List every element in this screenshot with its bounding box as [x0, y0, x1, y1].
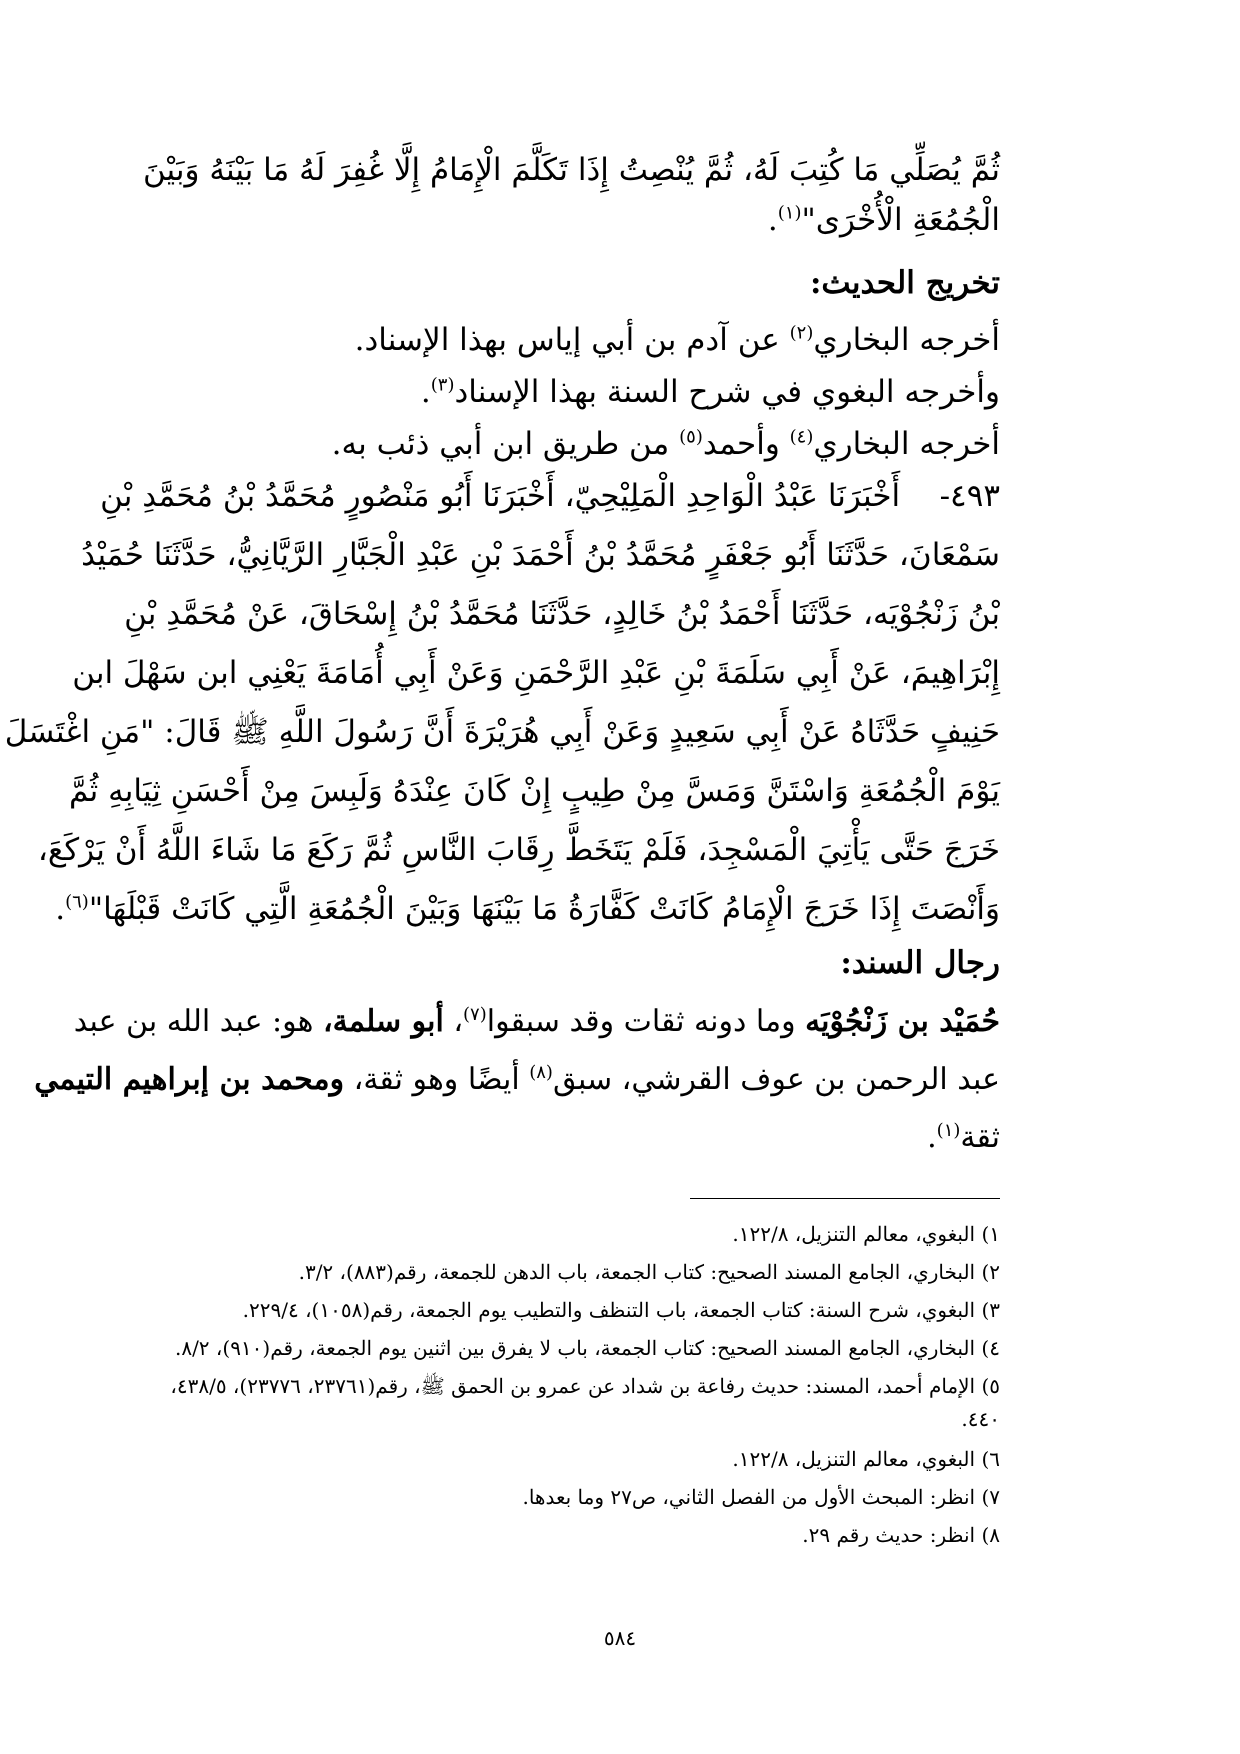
footnote-ref[interactable]: (١): [777, 202, 802, 224]
body-text: من طريق ابن أبي ذئب به.: [331, 426, 680, 462]
body-text: .: [420, 374, 431, 410]
body-text: .: [55, 891, 66, 927]
body-text: إِبْرَاهِيمَ، عَنْ أَبِي سَلَمَةَ بْنِ عَبْدِ الرَّحْمَنِ وَعَنْ أَبِي أُمَامَةَ يَعْنِي ابن سَهْلَ ابن: [72, 655, 1000, 691]
body-text: وأحمد: [702, 426, 790, 462]
footnote-ref[interactable]: (١): [936, 1120, 961, 1141]
page-number: ٥٨٤: [603, 1626, 637, 1650]
takhrij-line-3: [240, 414, 1000, 474]
hadith-line-6: [69, 761, 1000, 821]
hadith-line-8: [55, 879, 1000, 939]
rijal-line-2: [34, 1050, 1000, 1110]
narrator-name: ومحمد بن إبراهيم التيمي: [34, 1062, 345, 1097]
rijal-line-1: [73, 992, 1000, 1052]
rijal-line-3: [240, 1108, 1000, 1168]
takhrij-line-1: [240, 310, 1000, 370]
footnote-ref[interactable]: (٦): [65, 891, 89, 913]
narrator-name: أبو سلمة،: [322, 1004, 444, 1039]
footnote-ref[interactable]: (٥): [679, 426, 703, 448]
footnote-7: ٧) انظر: المبحث الأول من الفصل الثاني، ص٢٧ وما بعدها.: [522, 1485, 1000, 1509]
body-text: أخرجه البخاري: [813, 322, 1000, 358]
footnote-4: ٤) البخاري، الجامع المسند الصحيح: كتاب الجمعة، باب لا يفرق بين اثنين يوم الجمعة، رقم(٩١٠)، ٨/٢.: [174, 1336, 1000, 1360]
section-heading-takhrij: تخريج الحديث:: [809, 265, 1000, 301]
section-heading-rijal: رجال السند:: [840, 945, 1000, 981]
hadith-line-3: [124, 584, 1000, 644]
footnote-ref[interactable]: (٢): [789, 322, 814, 344]
body-text: سَمْعَانَ، حَدَّثَنَا أَبُو جَعْفَرٍ مُحَمَّدُ بْنُ أَحْمَدَ بْنِ عَبْدِ الْجَبَّارِ الرَّيَّانِيُّ، حَدَّثَنَا حُمَيْدُ: [81, 537, 1000, 573]
footnote-ref[interactable]: (٨): [529, 1062, 553, 1083]
body-text: عبد الرحمن بن عوف القرشي، سبق: [552, 1062, 1000, 1097]
body-line-2: [240, 190, 1000, 250]
body-text: يَوْمَ الْجُمُعَةِ وَاسْتَنَّ وَمَسَّ مِنْ طِيبٍ إِنْ كَانَ عِنْدَهُ وَلَبِسَ مِنْ أَحْسَنِ ثِيَابِهِ ثُمَّ: [69, 773, 1000, 809]
body-text: عن آدم بن أبي إياس بهذا الإسناد.: [354, 322, 790, 358]
body-text: أَخْبَرَنَا عَبْدُ الْوَاحِدِ الْمَلِيْحِيّ، أَخْبَرَنَا أَبُو مَنْصُورٍ مُحَمَّدُ بْنُ مُحَمَّدِ بْنِ: [100, 478, 901, 514]
footnote-3: ٣) البغوي، شرح السنة: كتاب الجمعة، باب التنظف والتطيب يوم الجمعة، رقم(١٠٥٨)، ٢٢٩/٤.: [242, 1298, 1000, 1322]
footnote-separator: [690, 1198, 1000, 1199]
hadith-line-5: [4, 702, 1000, 762]
body-text: الْجُمُعَةِ الْأُخْرَى": [801, 202, 1000, 238]
body-text: بْنُ زَنْجُوْيَه، حَدَّثَنَا أَحْمَدُ بْنُ خَالِدٍ، حَدَّثَنَا مُحَمَّدُ بْنُ إِسْحَاقَ، عَنْ مُحَمَّدِ بْنِ: [124, 596, 1000, 632]
body-text: أخرجه البخاري: [813, 426, 1000, 462]
hadith-line-4: [72, 643, 1000, 703]
body-text: ثُمَّ يُصَلِّي مَا كُتِبَ لَهُ، ثُمَّ يُنْصِتُ إِذَا تَكَلَّمَ الْإِمَامُ إِلَّا غُفِرَ لَهُ مَا بَيْنَهُ وَبَيْنَ: [142, 152, 1000, 188]
body-text: ثقة: [960, 1120, 1000, 1155]
body-text: خَرَجَ حَتَّى يَأْتِيَ الْمَسْجِدَ، فَلَمْ يَتَخَطَّ رِقَابَ النَّاسِ ثُمَّ رَكَعَ مَا شَاءَ اللَّهُ أَنْ يَرْكَعَ،: [37, 832, 1000, 868]
footnote-6: ٦) البغوي، معالم التنزيل، ١٢٢/٨.: [732, 1447, 1000, 1471]
body-text: .: [927, 1120, 937, 1155]
footnote-5: ٥) الإمام أحمد، المسند: حديث رفاعة بن شداد عن عمرو بن الحمق ﷺ، رقم(٢٣٧٦١، ٢٣٧٧٦)، ٤٣٨/٥،: [170, 1374, 1000, 1398]
footnote-2: ٢) البخاري، الجامع المسند الصحيح: كتاب الجمعة، باب الدهن للجمعة، رقم(٨٨٣)، ٣/٢.: [298, 1260, 1000, 1284]
footnote-1: ١) البغوي، معالم التنزيل، ١٢٢/٨.: [732, 1222, 1000, 1246]
body-text: .: [767, 202, 778, 238]
footnote-ref[interactable]: (٤): [789, 426, 814, 448]
hadith-line-1: [100, 466, 1000, 526]
footnote-5-continued: ٤٤٠.: [961, 1407, 1000, 1431]
footnote-8: ٨) انظر: حديث رقم ٢٩.: [802, 1523, 1000, 1547]
takhrij-line-2: [240, 362, 1000, 422]
narrator-name: حُمَيْد بن زَنْجُوْيَه: [805, 1004, 1000, 1039]
body-text: وَأَنْصَتَ إِذَا خَرَجَ الْإِمَامُ كَانَتْ كَفَّارَةُ مَا بَيْنَهَا وَبَيْنَ الْجُمُعَةِ الَّتِي كَانَتْ قَبْلَهَا": [88, 891, 1000, 927]
footnote-ref[interactable]: (٧): [463, 1004, 487, 1025]
body-text: أيضًا وهو ثقة،: [344, 1062, 530, 1097]
footnote-ref[interactable]: (٣): [430, 374, 455, 396]
hadith-number: ٤٩٣-: [939, 478, 1000, 514]
hadith-line-7: [37, 820, 1000, 880]
body-text: ،: [443, 1004, 464, 1039]
body-text: هو: عبد الله بن عبد: [73, 1004, 323, 1039]
hadith-line-2: [81, 525, 1000, 585]
body-text: وما دونه ثقات وقد سبقوا: [486, 1004, 806, 1039]
body-text: حَنِيفٍ حَدَّثَاهُ عَنْ أَبِي سَعِيدٍ وَعَنْ أَبِي هُرَيْرَةَ أَنَّ رَسُولَ اللَّهِ ﷺ قَالَ: "مَنِ اغْتَسَلَ: [4, 714, 1000, 750]
body-text: وأخرجه البغوي في شرح السنة بهذا الإسناد: [454, 374, 1000, 410]
